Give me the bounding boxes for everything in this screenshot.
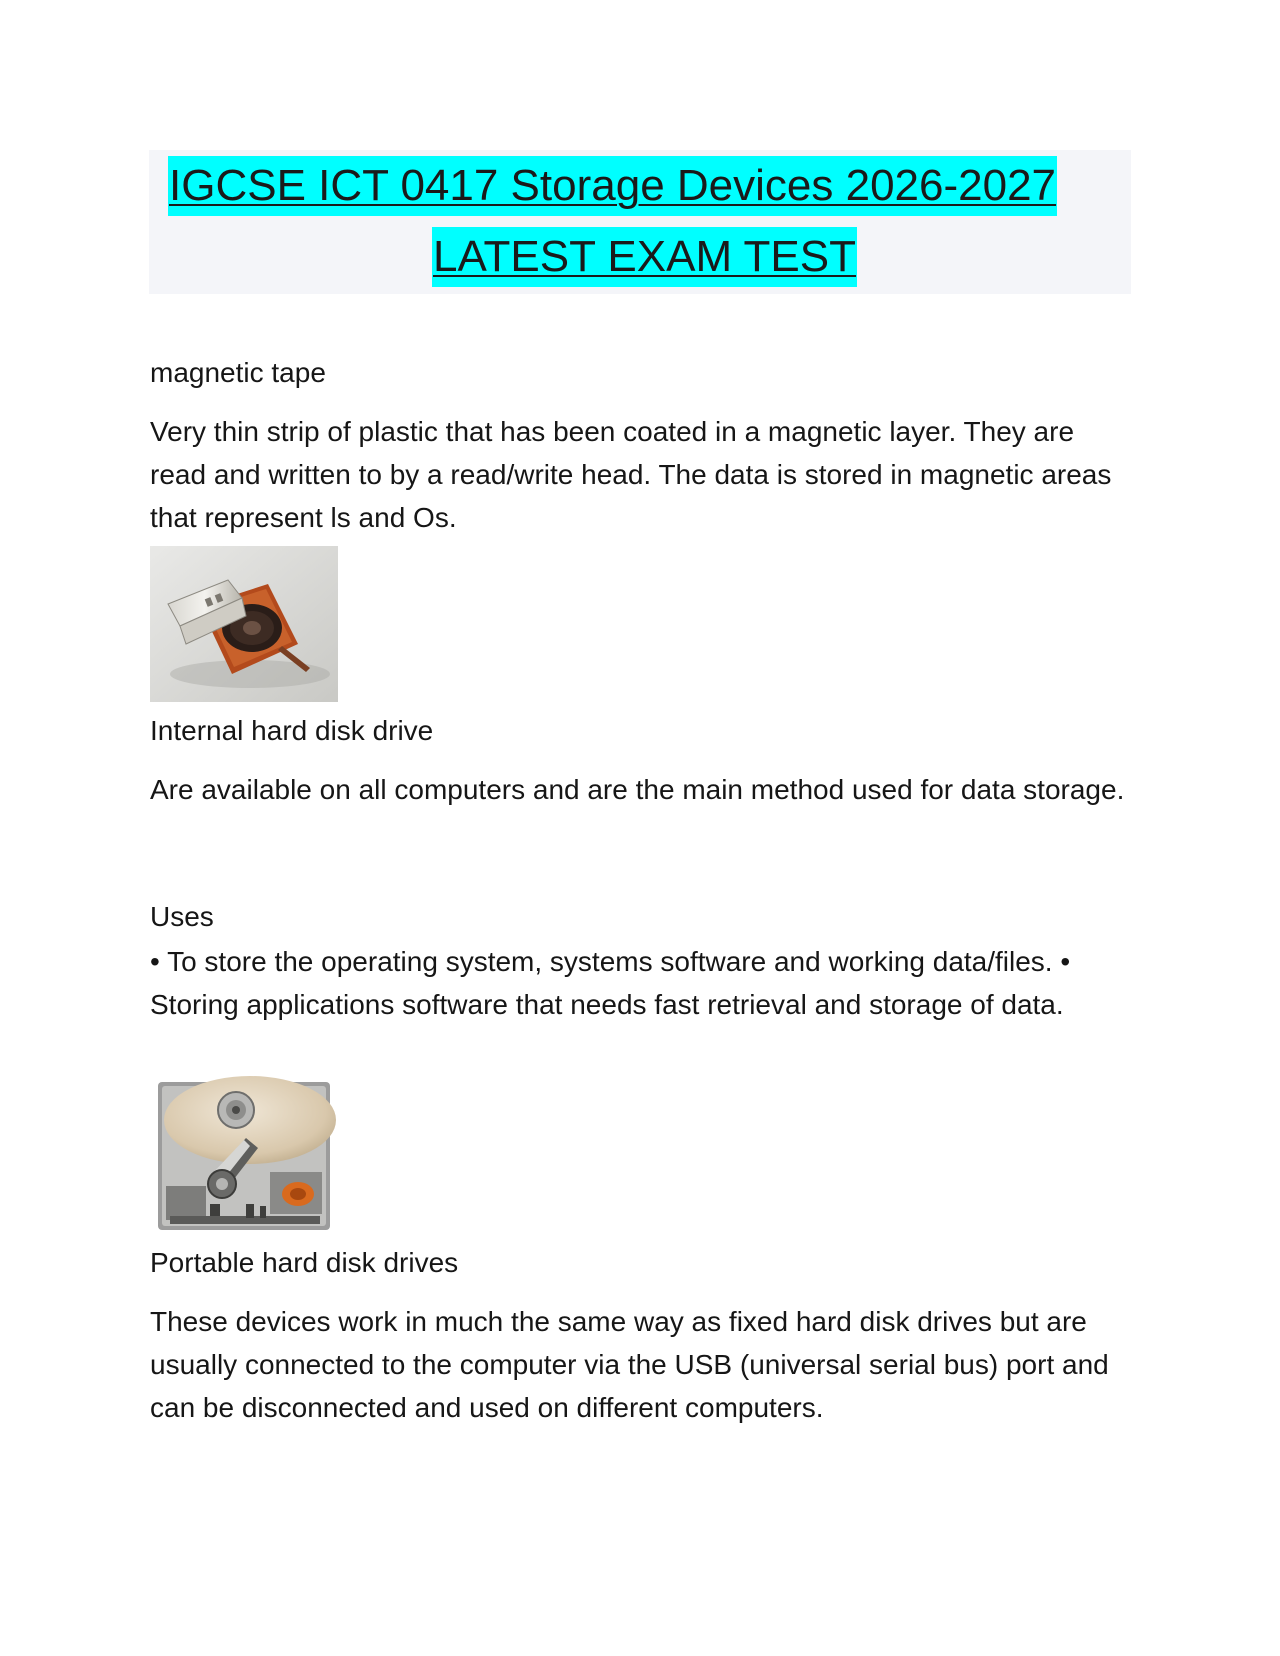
- term-portable-hard-disk-drives: Portable hard disk drives: [150, 1247, 459, 1278]
- uses-heading: Uses: [150, 901, 214, 932]
- definition-internal-hard-disk-drive: Are available on all computers and are the main method used for data storage.: [150, 774, 1125, 805]
- hard-disk-image: [150, 1076, 336, 1234]
- definition-magnetic-tape: Very thin strip of plastic that has been coated in a magnetic layer. They are read and written to by a read/write head. The data is stored in magnetic areas that represent ls and Os.: [150, 416, 1112, 533]
- magnetic-tape-image: [150, 546, 338, 702]
- document-title-line-1: IGCSE ICT 0417 Storage Devices 2026-2027: [168, 156, 1057, 216]
- term-magnetic-tape: magnetic tape: [150, 357, 326, 388]
- document-title-line-2: LATEST EXAM TEST: [432, 227, 857, 287]
- uses-text: • To store the operating system, systems software and working data/files. • Storing applications software that needs fast retrieval and storage of data.: [150, 946, 1071, 1020]
- definition-portable-hard-disk-drives: These devices work in much the same way as fixed hard disk drives but are usually connected to the computer via the USB (universal serial bus) port and can be disconnected and used on different computers.: [150, 1306, 1109, 1423]
- term-internal-hard-disk-drive: Internal hard disk drive: [150, 715, 434, 746]
- magnetic-tape-cartridge-icon: [150, 546, 338, 702]
- hard-disk-drive-internals-icon: [150, 1076, 336, 1234]
